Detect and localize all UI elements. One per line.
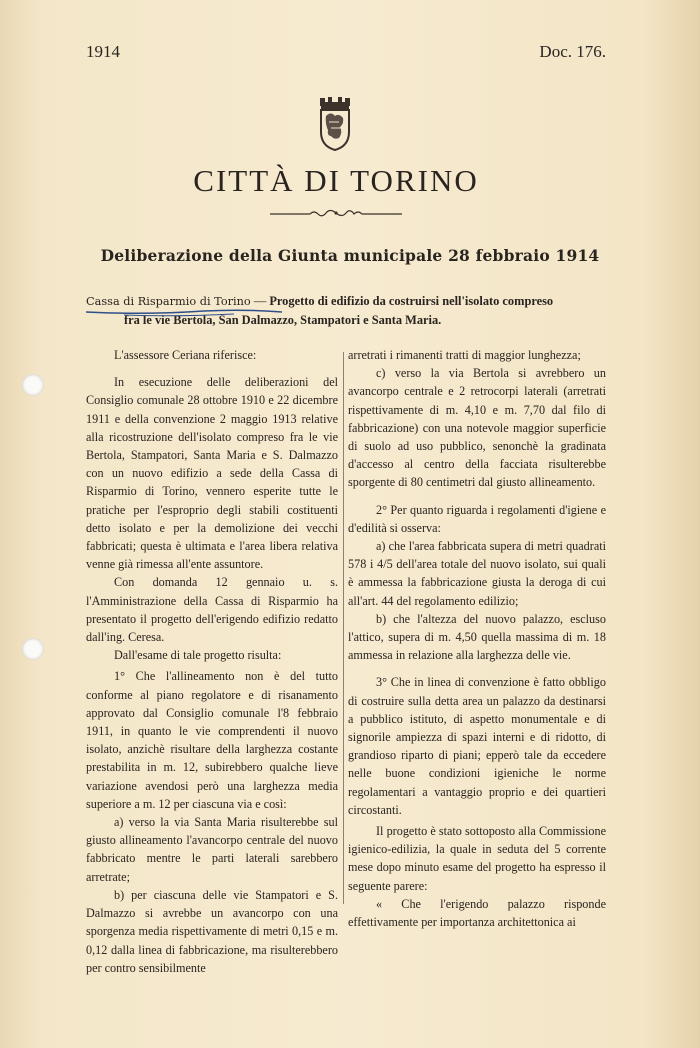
- column-divider: [343, 352, 344, 904]
- city-title: CITTÀ DI TORINO: [193, 163, 479, 198]
- left-paragraph: b) per ciascuna delle vie Stampatori e S. Dalmazzo si avrebbe un avancorpo con una sporgenza media rispettivamente di metri 0,15 e m. 0,12 dalla linea di fabbricazione, ma risulterebbero per contro sensibilmente: [86, 887, 338, 975]
- right-paragraph: c) verso la via Bertola si avrebbero un avancorpo centrale e 2 retrocorpi laterali (arretrati rispettivamente di m. 4,10 e m. 7,70 dal filo di fabbricazione) con una notevole maggior superficie di suolo ad uso pubblico, senonchè la gradinata d'accesso al centro della facciata risulterebbe sporgente di 80 centimetri dal giusto allineamento.: [348, 366, 606, 490]
- subject-dash: —: [250, 294, 270, 308]
- turin-coat-of-arms-icon: [317, 94, 353, 152]
- subject-rest-line1: Progetto di edifizio da costruirsi nell'isolato compreso: [269, 294, 554, 308]
- subject-rest-line2: fra le vie Bertola, San Dalmazzo, Stampatori e Santa Maria.: [124, 313, 442, 327]
- punch-hole-bottom: [22, 638, 44, 660]
- right-paragraph: arretrati i rimanenti tratti di maggior lunghezza;: [348, 348, 581, 362]
- right-paragraph: Il progetto è stato sottoposto alla Commissione igienico-edilizia, la quale in seduta del 5 corrente mese dopo minuto esame del progetto ha espresso il seguente parere:: [348, 824, 606, 893]
- left-column: [86, 346, 338, 977]
- right-paragraph: 2° Per quanto riguarda i regolamenti d'igiene e d'edilità si osserva:: [348, 502, 606, 535]
- left-paragraph: L'assessore Ceriana riferisce:: [114, 348, 257, 362]
- punch-hole-top: [22, 374, 44, 396]
- right-paragraph: 3° Che in linea di convenzione è fatto obbligo di costruire sulla detta area un palazzo da destinarsi a pubblico istituto, di aspetto monumentale e di signorile ampiezza di spazi interni e di ridotto, di grandioso riparto di piani; epperò tale da eccedere nelle buone condizioni igieniche le norme regolamentari a vantaggio proprio e dei quartieri circostanti.: [348, 675, 606, 817]
- left-paragraph: In esecuzione delle deliberazioni del Consiglio comunale 28 ottobre 1910 e 22 dicembre 1911 e della convenzione 2 maggio 1913 relative alla ricostruzione dell'isolato compreso fra le vie Bertola, Stampatori, Santa Maria e S. Dalmazzo con un nuovo edifizio a sede della Cassa di Risparmio di Torino, vennero esperite tutte le pratiche per l'esproprio degli stabili costituenti detto isolato e per la demolizione dei vecchi fabbricati; questa è ultimata e l'area libera relativa venne già rimessa all'ente assuntore.: [86, 375, 338, 572]
- right-paragraph: b) che l'altezza del nuovo palazzo, escluso l'attico, supera di m. 4,50 quella massima di m. 18 ammessa in relazione alla larghezza delle vie.: [348, 611, 606, 663]
- right-column: [348, 346, 606, 931]
- pen-underline-mark: [84, 306, 284, 318]
- header-doc-number: Doc. 176.: [539, 42, 606, 61]
- deliberation-subtitle: Deliberazione della Giunta municipale 28 febbraio 1914: [100, 246, 600, 265]
- right-paragraph: a) che l'area fabbricata supera di metri quadrati 578 i 4/5 dell'area totale del nuovo isolato, sui quali è ammessa la fabbricazione giusta la deroga di cui all'art. 44 del regolamento edilizio;: [348, 539, 606, 608]
- left-paragraph: Dall'esame di tale progetto risulta:: [114, 648, 282, 663]
- left-paragraph: 1° Che l'allineamento non è del tutto conforme al piano regolatore e di risanamento approvato dal Consiglio comunale l'8 febbraio 1911, in quanto le vie comprendenti il nuovo isolato, anzichè risultare della larghezza costante prestabilita in m. 12, subirebbero qualche lieve variazione avendosi però una larghezza media superiore a m. 12 per ciascuna via e così:: [86, 669, 338, 811]
- header-year: 1914: [86, 42, 120, 61]
- subject-lead: Cassa di Risparmio di Torino: [86, 295, 251, 308]
- flourish-ornament-icon: [270, 206, 402, 220]
- left-paragraph: a) verso la via Santa Maria risulterebbe sul giusto allineamento l'avancorpo centrale del nuovo fabbricato mentre le parti laterali sarebbero arretrate;: [86, 815, 338, 884]
- right-paragraph: « Che l'erigendo palazzo risponde effettivamente per importanza architettonica ai: [348, 896, 606, 930]
- left-paragraph: Con domanda 12 gennaio u. s. l'Amministrazione della Cassa di Risparmio ha presentato il progetto dell'erigendo edifizio redatto dall'ing. Ceresa.: [86, 575, 338, 645]
